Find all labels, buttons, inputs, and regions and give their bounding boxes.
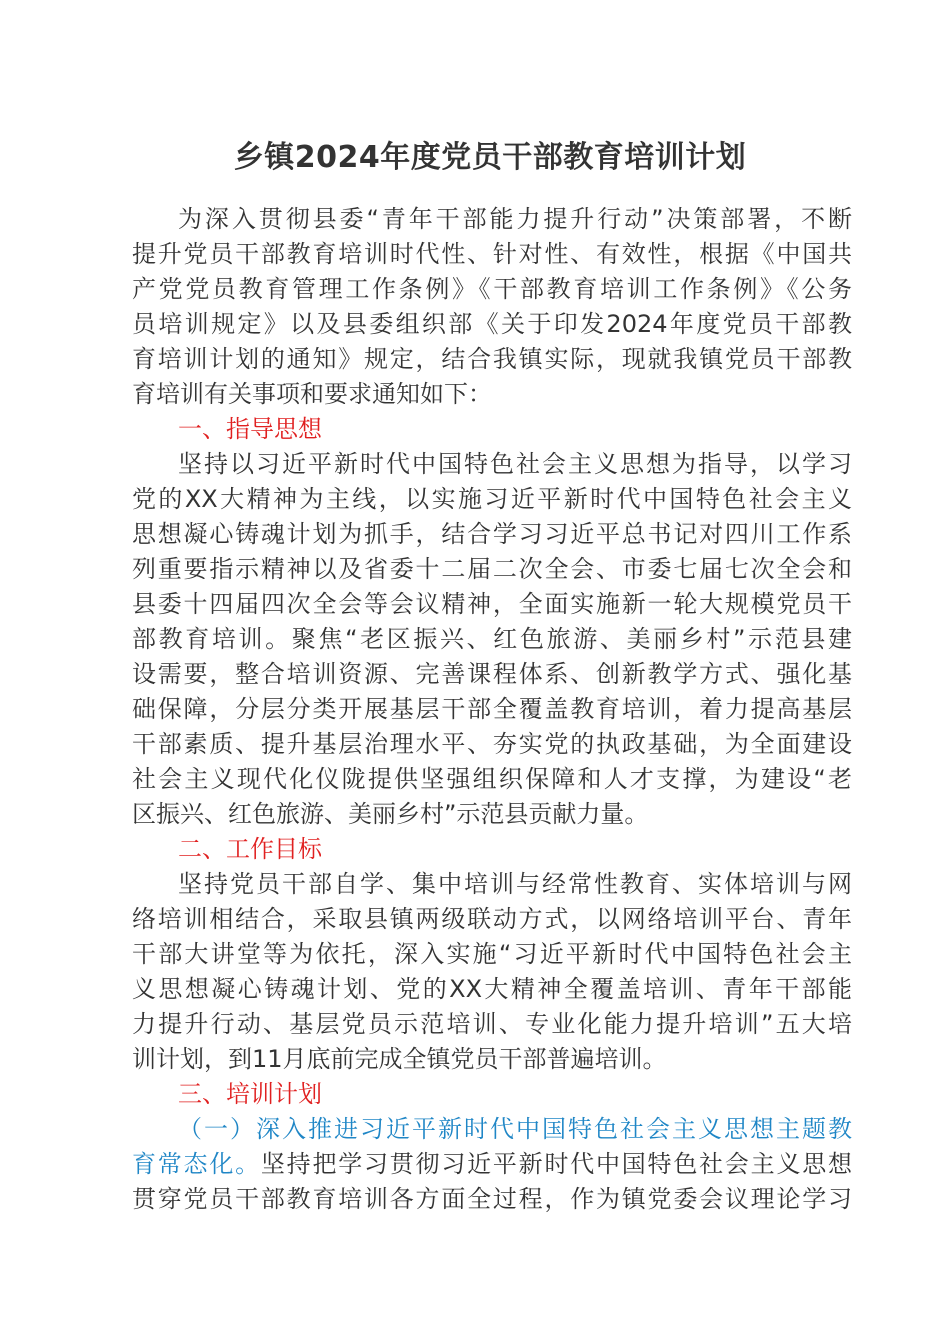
text-line: 列重要指示精神以及省委十二届二次全会、市委七届七次全会和 [132,555,852,583]
text-line: 为深入贯彻县委“青年干部能力提升行动”决策部署，不断 [178,205,852,233]
text-line: 设需要，整合培训资源、完善课程体系、创新教学方式、强化基 [132,660,852,688]
text-line: 训计划，到11月底前完成全镇党员干部普遍培训。 [132,1045,667,1073]
text-line: 坚持以习近平新时代中国特色社会主义思想为指导，以学习 [178,450,852,478]
section-heading-training-plan: 三、培训计划 [178,1080,322,1108]
text-line [132,1147,852,1182]
sub-heading-tail: 育常态化。 [132,1150,261,1178]
text-line: 社会主义现代化仪陇提供坚强组织保障和人才支撑，为建设“老 [132,765,852,793]
section-heading-guiding-ideology: 一、指导思想 [178,415,322,443]
text-line: 力提升行动、基层党员示范培训、专业化能力提升培训”五大培 [132,1010,852,1038]
text-line: 区振兴、红色旅游、美丽乡村”示范县贡献力量。 [132,800,649,828]
section-heading-work-goals: 二、工作目标 [178,835,322,863]
text-line: 贯穿党员干部教育培训各方面全过程，作为镇党委会议理论学习 [132,1185,852,1213]
intro-paragraph [132,202,852,1217]
text-line: 员培训规定》以及县委组织部《关于印发2024年度党员干部教 [132,310,852,338]
text-line: 络培训相结合，采取县镇两级联动方式，以网络培训平台、青年 [132,905,852,933]
text-line: 部教育培训。聚焦“老区振兴、红色旅游、美丽乡村”示范县建 [132,625,852,653]
text-line: 育培训有关事项和要求通知如下： [132,380,492,408]
text-line: 育培训计划的通知》规定，结合我镇实际，现就我镇党员干部教 [132,345,852,373]
text-line: 础保障，分层分类开展基层干部全覆盖教育培训，着力提高基层 [132,695,852,723]
text-line: 坚持党员干部自学、集中培训与经常性教育、实体培训与网 [178,870,852,898]
text-line: 提升党员干部教育培训时代性、针对性、有效性，根据《中国共 [132,240,852,268]
text-line: 县委十四届四次全会等会议精神，全面实施新一轮大规模党员干 [132,590,852,618]
text-line: 义思想凝心铸魂计划、党的XX大精神全覆盖培训、青年干部能 [132,975,852,1003]
text-span: 坚持把学习贯彻习近平新时代中国特色社会主义思想 [260,1150,852,1178]
text-line: 干部大讲堂等为依托，深入实施“习近平新时代中国特色社会主 [132,940,852,968]
sub-heading-line: （一）深入推进习近平新时代中国特色社会主义思想主题教 [178,1115,852,1143]
text-line: 党的XX大精神为主线，以实施习近平新时代中国特色社会主义 [132,485,852,513]
document-title: 乡镇2024年度党员干部教育培训计划 [233,140,747,175]
text-line: 产党党员教育管理工作条例》《干部教育培训工作条例》《公务 [132,275,852,303]
text-line: 思想凝心铸魂计划为抓手，结合学习习近平总书记对四川工作系 [132,520,852,548]
text-line: 干部素质、提升基层治理水平、夯实党的执政基础，为全面建设 [132,730,852,758]
